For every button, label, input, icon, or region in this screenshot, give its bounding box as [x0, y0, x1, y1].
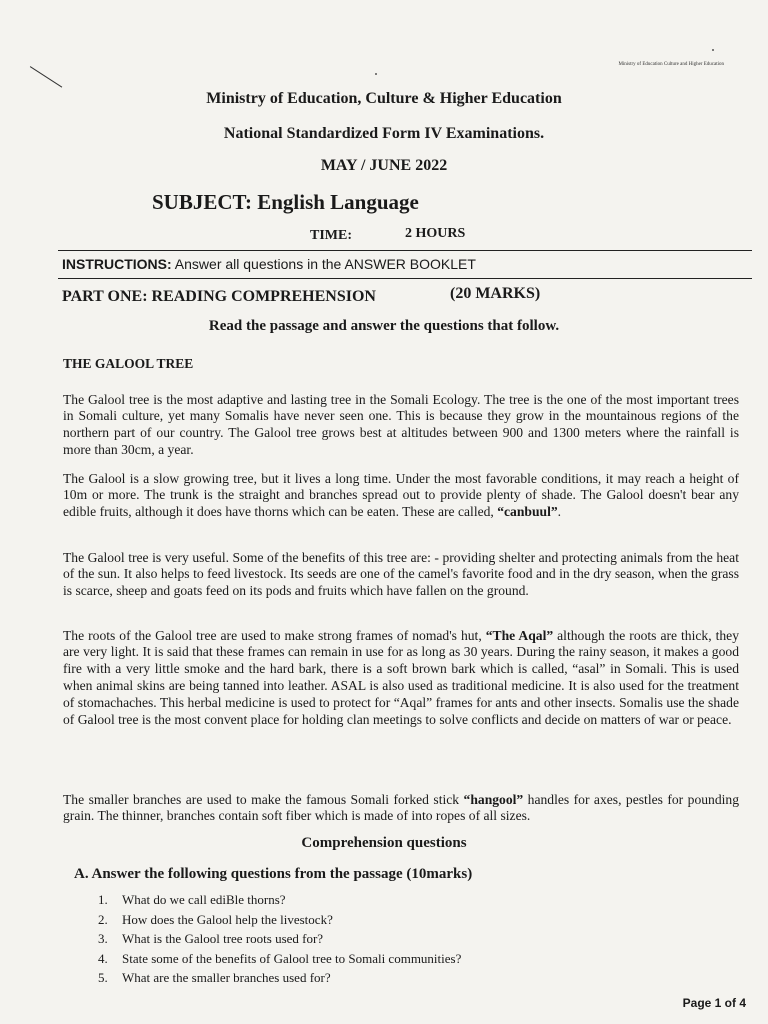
passage-paragraph: The Galool is a slow growing tree, but it lives a long time. Under the most favorable conditions, it may reach a height of 10m or more. The trunk is the straight and branches spread out to provide plenty of shade. The Galool doesn't bear any edible fruits, although it does have thorns which can be eaten. These are called, “canbuul”.: [63, 470, 739, 520]
pen-mark: [30, 66, 63, 88]
passage-paragraph: The Galool tree is the most adaptive and lasting tree in the Somali Ecology. The tree is the one of the most important trees in Somali culture, yet many Somalis have never seen one. This is because they grow in the mountainous regions of the northern part of our country. The Galool tree grows best at altitudes between 900 and 1300 meters where the rainfall is more than 30cm, a year.: [63, 391, 739, 457]
instructions-label: INSTRUCTIONS:: [62, 256, 172, 272]
time-label: TIME:: [310, 228, 352, 243]
divider: [58, 250, 752, 251]
passage-paragraph: The smaller branches are used to make the famous Somali forked stick “hangool” handles for axes, pestles for pounding grain. The thinner, branches contain soft fiber which is made of into ropes of all sizes.: [63, 791, 739, 824]
passage-title: THE GALOOL TREE: [63, 356, 194, 371]
exam-date: MAY / JUNE 2022: [320, 157, 448, 174]
speck: [712, 49, 714, 51]
page-number: Page 1 of 4: [682, 996, 746, 1010]
question-item: 2. How does the Galool help the livestock?: [98, 911, 333, 927]
passage-paragraph: The Galool tree is very useful. Some of the benefits of this tree are: - providing shelter and protecting animals from the heat of the sun. It also helps to feed livestock. Its seeds are one of the camel's favorite food and in the dry season, when the grass is scarce, sheep and goats feed on its pods and fruits which have fallen on the ground.: [63, 549, 739, 599]
exam-heading: National Standardized Form IV Examinations.: [223, 125, 545, 142]
part-marks: (20 MARKS): [450, 285, 541, 302]
subject-title: SUBJECT: English Language: [152, 190, 419, 214]
question-list: [98, 890, 461, 988]
question-item: 3. What is the Galool tree roots used for?: [98, 931, 324, 946]
instructions: [62, 256, 476, 272]
comprehension-title: Comprehension questions: [301, 835, 467, 851]
speck: [375, 73, 377, 75]
time-value: 2 HOURS: [405, 226, 466, 241]
hangool-term: “hangool”: [463, 791, 524, 807]
question-item: 5. What are the smaller branches used for?: [98, 970, 331, 985]
aqal-term: “The Aqal”: [485, 627, 554, 643]
tiny-header: Ministry of Education Culture and Higher Education: [618, 62, 724, 67]
divider: [58, 278, 752, 279]
question-item: 1. What do we call ediBle thorns?: [98, 892, 286, 907]
section-a-heading: A. Answer the following questions from the passage (10marks): [74, 866, 473, 882]
question-item: 4. State some of the benefits of Galool tree to Somali communities?: [98, 950, 462, 966]
passage-paragraph: The roots of the Galool tree are used to make strong frames of nomad's hut, “The Aqal” although the roots are thick, they are very light. It is said that these frames can remain in use for as long as 30 years. During the rainy season, it makes a good fire with a very little smoke and the hard bark, there is a soft brown bark which is called, “asal” in Somali. This is used when animal skins are being tanned into leather. ASAL is also used as traditional medicine. It is also used for the treatment of stomachaches. This herbal medicine is used to protect for “Aqal” frames for ants and other insects. Somalis use the shade of Galool tree is the most convent place for holding clan meetings to solve conflicts and decide on matters of war or peace.: [63, 627, 740, 727]
reading-instruction: Read the passage and answer the questions that follow.: [208, 318, 560, 334]
ministry-heading: Ministry of Education, Culture & Higher Education: [206, 90, 562, 107]
instructions-text: Answer all questions in the ANSWER BOOKLET: [174, 256, 476, 272]
canbuul-term: “canbuul”: [497, 504, 558, 520]
part-title: PART ONE: READING COMPREHENSION: [62, 288, 376, 305]
